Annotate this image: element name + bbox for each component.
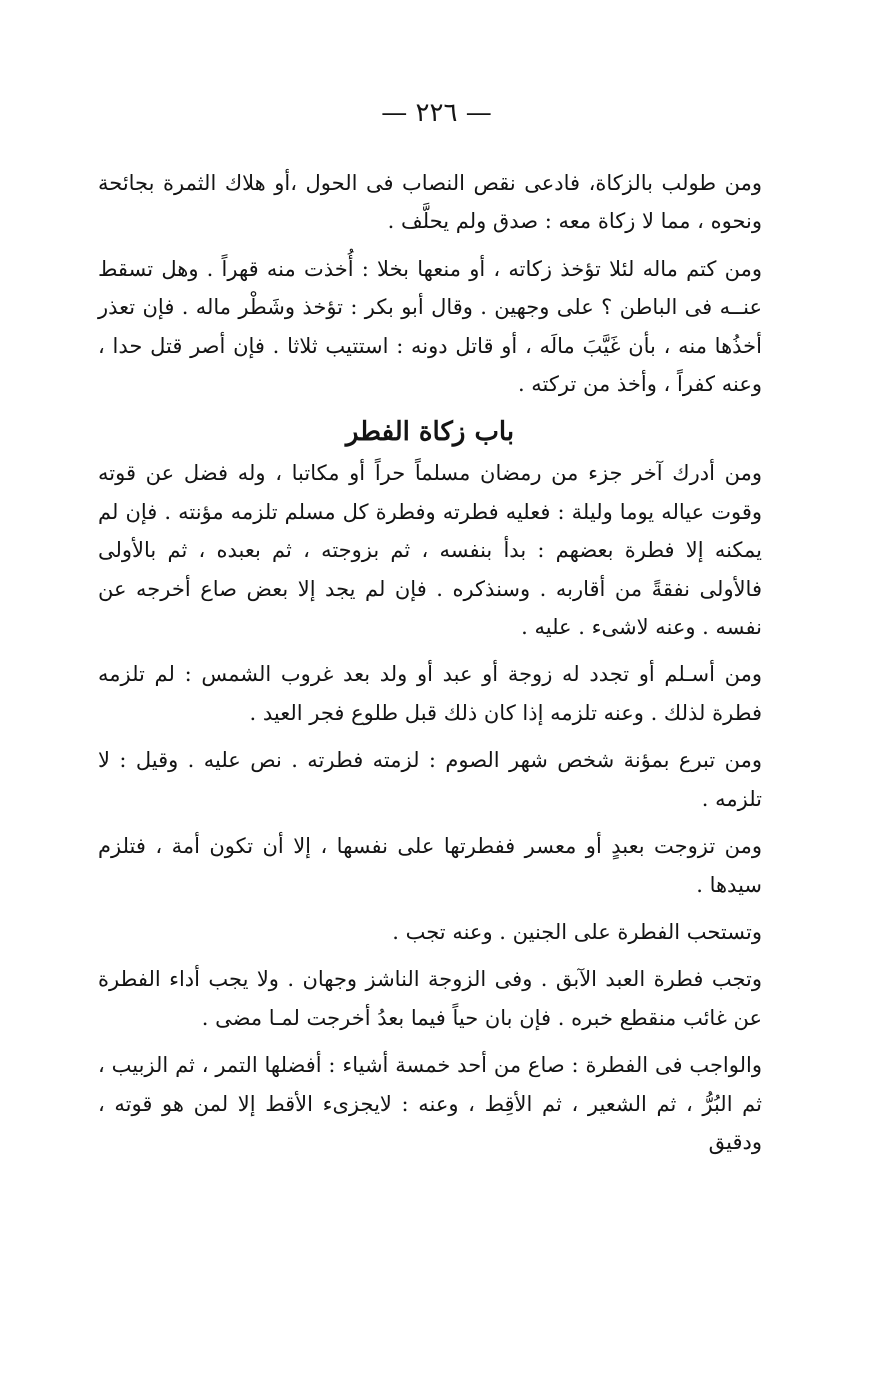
section-title: باب زكاة الفطر xyxy=(345,417,515,448)
paragraph-married-woman: ومن تزوجت بعبدٍ أو معسر ففطرتها على نفسها ، إلا أن تكون أمة ، فتلزم سيدها . xyxy=(98,834,762,897)
paragraph-claim-loss: ومن طولب بالزكاة، فادعى نقص النصاب فى الحول ،أو هلاك الثمرة بجائحة ونحوه ، مما لا زكاة معه : صدق ولم يحلَّف . xyxy=(98,171,762,234)
paragraph-volunteer-support: ومن تبرع بمؤنة شخص شهر الصوم : لزمته فطرته . نص عليه . وقيل : لا تلزمه . xyxy=(98,748,762,811)
paragraph-who-must-pay: ومن أدرك آخر جزء من رمضان مسلماً حراً أو مكاتبا ، وله فضل عن قوته وقوت عياله يوما وليلة : فعليه فطرته وفطرة كل مسلم تلزمه مؤنته . فإن لم يمكنه إلا فطرة بعضهم : بدأ بنفسه ، ثم بزوجته ، ثم بعبده ، ثم بالأولى فالأولى نفقةً من أقاربه . وسنذكره . فإن لم يجد إلا بعض صاع أخرجه عن نفسه . وعنه لاشىء . عليه . xyxy=(98,461,762,640)
paragraph-after-sunset: ومن أسـلم أو تجدد له زوجة أو عبد أو ولد بعد غروب الشمس : لم تلزمه فطرة لذلك . وعنه تلزمه إذا كان ذلك قبل طلوع فجر العيد . xyxy=(98,662,762,725)
paragraph-runaway-slave: وتجب فطرة العبد الآبق . وفى الزوجة الناشز وجهان . ولا يجب أداء الفطرة عن غائب منقطع خبره . فإن بان حياً فيما بعدُ أخرجت لمـا مضى . xyxy=(98,967,762,1030)
body-text xyxy=(98,164,762,1170)
paragraph-obligatory-amount: والواجب فى الفطرة : صاع من أحد خمسة أشياء : أفضلها التمر ، ثم الزبيب ، ثم البُرُّ ، ثم الشعير ، ثم الأقِط ، وعنه : لايجزىء الأقط إلا لمن هو قوته ، ودقيق xyxy=(98,1053,762,1154)
paragraph-hiding-wealth: ومن كتم ماله لئلا تؤخذ زكاته ، أو منعها بخلا : أُخذت منه قهراً . وهل تسقط عنــه فى الباطن ؟ على وجهين . وقال أبو بكر : تؤخذ وشَطْر ماله . فإن تعذر أخذُها منه ، بأن غَيَّبَ مالَه ، أو قاتل دونه : استتيب ثلاثا . فإن أصر قتل حدا ، وعنه كفراً ، وأخذ من تركته . xyxy=(98,256,762,397)
page-number: — ٢٢٦ — xyxy=(381,98,492,128)
paragraph-fetus: وتستحب الفطرة على الجنين . وعنه تجب . xyxy=(392,919,762,944)
